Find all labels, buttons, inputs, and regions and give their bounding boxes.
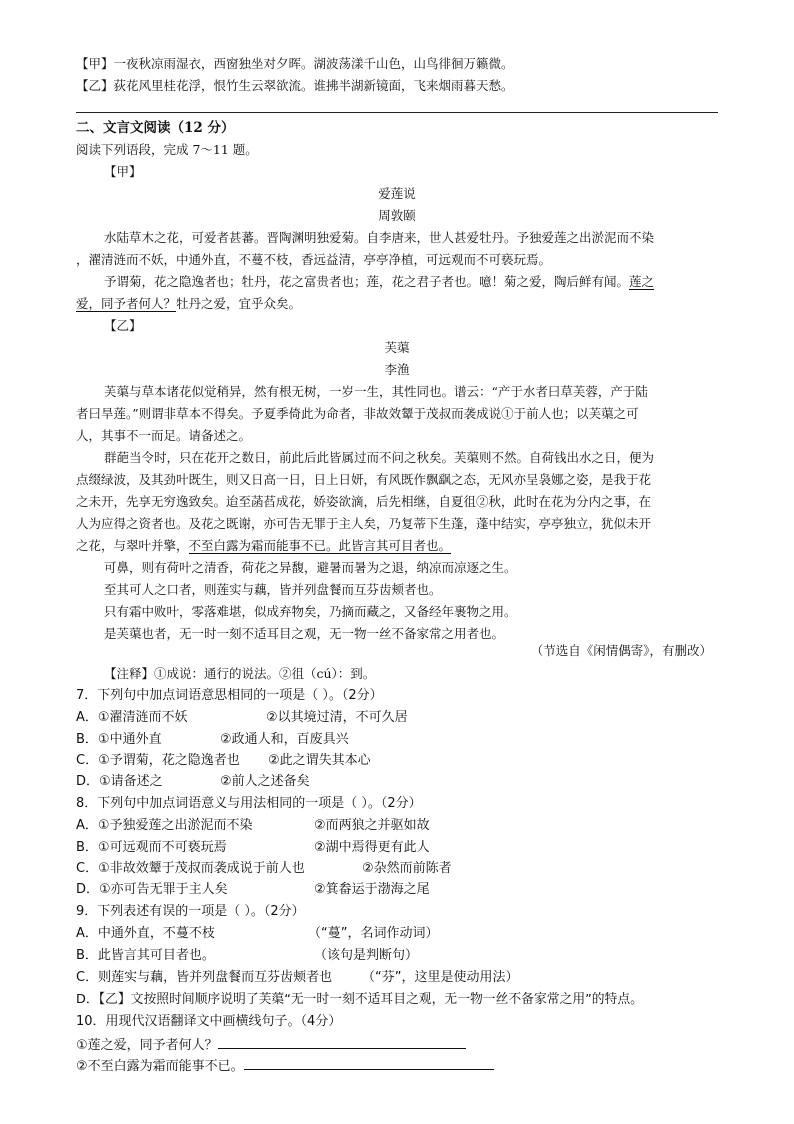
q8-option-c: C．①非故效颦于茂叔而袭成说于前人也 (76, 861, 305, 876)
passage-b-line: 点缀绿波，及其劲叶既生，则又日高一日，日上日妍，有风既作飘飖之态，无风亦呈袅娜之姿，是我于花 (76, 472, 652, 487)
passage-b-line: 群葩当令时，只在花开之数日，前此后此皆属过而不问之秋矣。芙蕖则不然。自荷钱出水之日，便为 (104, 450, 655, 465)
q7-option-d: D．①请备述之 (76, 774, 163, 789)
question-8: 8．下列句中加点词语意义与用法相同的一项是（ ）。（2分） (76, 796, 422, 811)
passage-a-line: ，濯清涟而不妖，中通外直，不蔓不枝，香远益清，亭亭净植，可远观而不可亵玩焉。 (76, 252, 552, 267)
q7-option-c-2: ②此之谓失其本心 (268, 753, 371, 768)
q8-option-c-2: ②杂然而前陈者 (362, 861, 452, 876)
passage-b-line: 是芙蕖也者，无一时一刻不适耳目之观，无一物一丝不备家常之用者也。 (104, 626, 505, 641)
passage-b-title: 芙蕖 (384, 340, 410, 355)
passage-a-title: 爱莲说 (378, 186, 416, 201)
passage-a-line (104, 274, 654, 290)
q8-option-d: D．①亦可告无罪于主人矣 (76, 882, 228, 897)
passage-a-line (76, 296, 301, 312)
q7-option-b: B．①中通外直 (76, 732, 162, 747)
section-instruction: 阅读下列语段，完成 7～11 题。 (76, 142, 258, 157)
question-9: 9．下列表述有误的一项是（ ）。（2分） (76, 904, 305, 919)
passage-b-line: 可鼻，则有荷叶之清香，荷花之异馥，避暑而暑为之退，纳凉而凉逐之生。 (104, 560, 517, 575)
annotation-note: 【注释】①成说：通行的说法。②徂（cú）：到。 (104, 666, 376, 681)
q7-option-a-2: ②以其境过清，不可久居 (266, 710, 408, 725)
passage-b-text: 之花，与翠叶并擎， (76, 538, 189, 553)
q7-option-a: A．①濯清涟而不妖 (76, 710, 188, 725)
q8-option-d-2: ②箕畚运于渤海之尾 (314, 882, 430, 897)
q7-option-b-2: ②政通人和，百废具兴 (220, 732, 349, 747)
passage-a-author: 周敦颐 (378, 208, 416, 223)
q9-option-c-note: （“芬”，这里是使动用法） (362, 970, 519, 985)
divider (76, 112, 718, 113)
underlined-sentence-1a: 莲之 (629, 274, 655, 289)
q9-option-a: A．中通外直，不蔓不枝 (76, 926, 215, 941)
q9-option-c: C．则莲实与藕，皆并列盘餐而互芬齿颊者也 (76, 970, 333, 985)
passage-b-tag: 【乙】 (104, 318, 142, 333)
underlined-sentence-2: 不至白露为霜而能事不已。此皆言其可目者也。 (188, 538, 452, 553)
passage-source: （节选自《闲情偶寄》，有删改） (530, 643, 712, 658)
passage-b-line (76, 538, 451, 554)
q8-option-a: A．①予独爱莲之出淤泥而不染 (76, 818, 253, 833)
question-10: 10．用现代汉语翻译文中画横线句子。（4分） (76, 1014, 342, 1029)
passage-b-line: 人为应得之资者也。及花之既谢，亦可告无罪于主人矣，乃复蒂下生蓬，蓬中结实，亭亭独立，犹似未开 (76, 516, 652, 531)
section-title: 二、文言文阅读（12 分） (76, 120, 235, 136)
answer-blank-2[interactable] (244, 1057, 494, 1070)
q8-option-b: B．①可远观而不可亵玩焉 (76, 840, 227, 855)
passage-a-line: 水陆草木之花，可爱者甚蕃。晋陶渊明独爱菊。自李唐来，世人甚爱牡丹。予独爱莲之出淤泥而不染 (104, 230, 655, 245)
q9-option-d: D．【乙】文按照时间顺序说明了芙蕖“无一时一刻不适耳目之观，无一物一丝不备家常之用”的特点。 (76, 992, 643, 1007)
passage-b-line: 芙蕖与草本诸花似觉稍异，然有根无树，一岁一生，其性同也。谱云：“产于水者曰草芙蓉，产于陆 (104, 384, 648, 399)
q8-option-a-2: ②而两狼之并驱如故 (314, 818, 430, 833)
passage-a-text: 牡丹之爱，宜乎众矣。 (176, 296, 302, 311)
passage-b-line: 之未开，先享无穷逸致矣。迨至菡萏成花，娇姿欲滴，后先相继，自夏徂②秋，此时在花为分内之事，在 (76, 494, 652, 509)
poem-yi: 【乙】荻花风里桂花浮，恨竹生云翠欲流。谁拂半湖新镜面，飞来烟雨暮天愁。 (76, 78, 514, 93)
poem-jia: 【甲】一夜秋凉雨湿衣，西窗独坐对夕晖。湖波荡漾千山色，山鸟徘徊万籁微。 (76, 56, 514, 71)
q10-item-2 (76, 1057, 494, 1075)
underlined-sentence-1b: 爱，同予者何人？ (76, 296, 177, 311)
q9-option-a-note: （“蔓”，名词作动词） (308, 926, 439, 941)
passage-b-line: 者曰旱莲。”则谓非草本不得矣。予夏季倚此为命者，非故效颦于茂叔而袭成说①于前人也；以芙蕖之可 (76, 406, 639, 421)
q10-item-1 (76, 1036, 466, 1054)
passage-b-line: 人，其事不一而足。请备述之。 (76, 428, 252, 443)
passage-a-text: 予谓菊，花之隐逸者也；牡丹，花之富贵者也；莲，花之君子者也。噫！菊之爱，陶后鲜有闻。 (104, 274, 630, 289)
passage-b-author: 李渔 (384, 362, 410, 377)
passage-b-line: 只有霜中败叶，零落难堪，似成弃物矣，乃摘而藏之，又备经年裹物之用。 (104, 604, 517, 619)
q8-option-b-2: ②湖中焉得更有此人 (314, 840, 430, 855)
q9-option-b-note: （该句是判断句） (314, 948, 419, 963)
q7-option-d-2: ②前人之述备矣 (220, 774, 310, 789)
passage-a-tag: 【甲】 (104, 164, 142, 179)
q10-item-1-text: ①莲之爱，同予者何人？ (76, 1038, 218, 1053)
passage-b-line: 至其可人之口者，则莲实与藕，皆并列盘餐而互芬齿颊者也。 (104, 582, 442, 597)
question-7: 7．下列句中加点词语意思相同的一项是（ ）。（2分） (76, 688, 383, 703)
q7-option-c: C．①予谓菊，花之隐逸者也 (76, 753, 240, 768)
q9-option-b: B．此皆言其可目者也。 (76, 948, 215, 963)
answer-blank-1[interactable] (218, 1036, 466, 1049)
q10-item-2-text: ②不至白露为霜而能事不已。 (76, 1059, 244, 1074)
